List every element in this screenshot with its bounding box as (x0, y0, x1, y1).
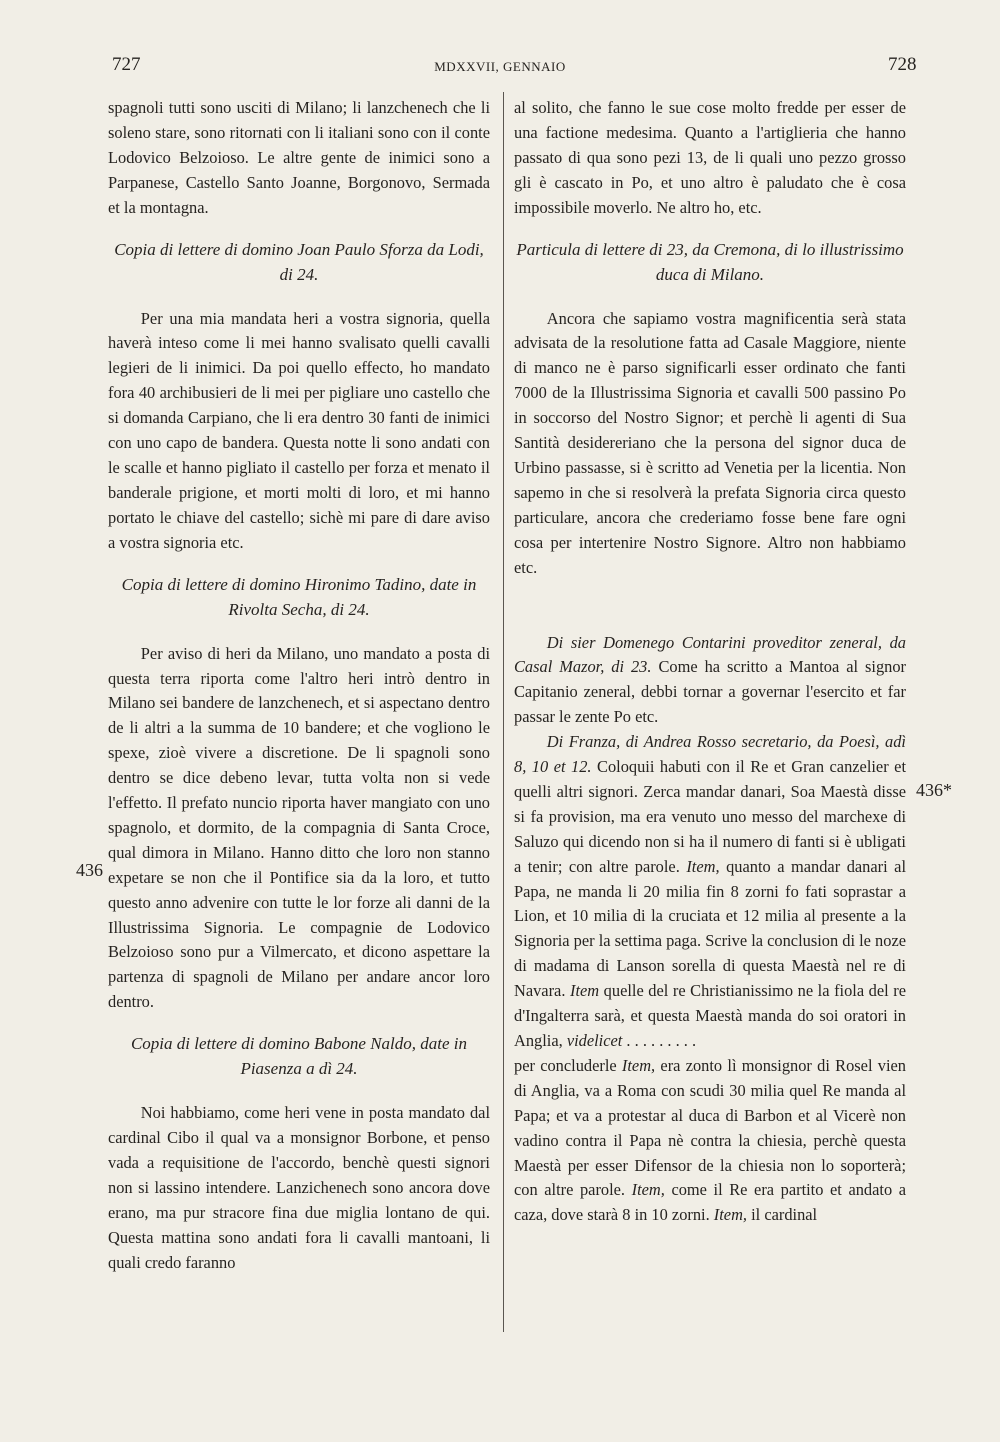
paragraph-text: come il Re era partito et andato a caza, dove starà 8 in 10 zorni. (514, 1180, 907, 1225)
page-number-left: 727 (112, 54, 141, 75)
paragraph-text: quanto a mandar danari al Papa, ne manda li 20 milia fin 8 zorni fo fati soprastar a Lion, et 10 milia di la cruciata et 12 milia al presente a la Signoria per la settima paga. Scrive la conclusion di le noze di madama di Lanson sorella di questa Maestà nel re di Navara. (514, 856, 906, 1001)
videlicet-word: videlicet (566, 1031, 623, 1050)
paragraph-text: era zonto lì monsignor di Rosel vien di Anglia, va a Roma con scudi 30 milia quel Re manda al Papa; et va a protestar al duca di Barbon et al Vicerè non vadino contra il Papa nè contra la chiesia, perchè questa Maestà per esser Difensor de la chiesia non lo soporterà; con altre parole. (514, 1055, 906, 1200)
paragraph (514, 1054, 906, 1228)
paragraph: spagnoli tutti sono usciti di Milano; li lanzchenech che li soleno stare, sono ritornati con li italiani sono con il conte Lodovico Belzoioso. Le altre gente de inimici sono a Parpanese, Castello Santo Joanne, Borgonovo, Sermada et la montagna. (108, 98, 490, 217)
item-word: Item (569, 981, 600, 1001)
item-word: Item, (713, 1205, 748, 1225)
right-column (514, 96, 906, 1228)
italic-lead: Di sier Domenego Contarini proveditor zeneral, da Casal Mazor, di 23. (514, 632, 906, 677)
paragraph: Noi habbiamo, come heri vene in posta mandato dal cardinal Cibo il qual va a monsignor Borbone, et penso vada a requisitione de l'accordo, benchè questi signori non si lassino intendere. Lanzichenech sono ancora dove erano, ma pur stracore fina due miglia lontano de qui. Questa mattina sono andati fora li cavalli mantoani, li quali credo faranno (108, 1103, 490, 1272)
letter-heading: Copia di lettere di domino Hironimo Tadino, date in Rivolta Secha, di 24. (121, 574, 477, 619)
paragraph-text: quelle del re Christianissimo ne la fiola del re d'Ingalterra sarà, et questa Maestà manda do soi oratori in Anglia, (514, 981, 906, 1050)
page-number-right: 728 (888, 54, 917, 75)
paragraph-text: il cardinal (747, 1205, 818, 1225)
letter-heading: Particula di lettere di 23, da Cremona, di lo illustrissimo duca di Milano. (516, 239, 904, 284)
paragraph-text: Come ha scritto a Mantoa al signor Capitanio zeneral, debbi tornar a governar l'esercito et far passar le zente Po etc. (514, 657, 906, 727)
running-title: MDXXVII, GENNAIO (434, 59, 566, 74)
column-divider (503, 92, 504, 1332)
paragraph: Per aviso di heri da Milano, uno mandato a posta di questa terra riporta come l'altro heri intrò dentro in Milano sei bandere de lanzchenech, et si aspectano dentro de li altri a la summa de 10 bandere; et che vogliono le spexe, zioè vivere a discretione. De li spagnoli sono dentro se dice debeno levar, tutta volta non si vede l'effetto. Il prefato nuncio riporta haver mangiato con uno spagnolo, et dormito, de la compagnia di Santa Croce, qual dimora in Milano. Hanno ditto che loro non stanno expetare se non che il Pontifice sia da la loro, et tutto questo anno advenire con tutte le lor forze ali danni de la Illustrissima Signoria. Le compagnie de Lodovico Belzoioso sono pur a Vilmercato, et dicono aspettare la partenza di spagnoli de Milano per andare ancor loro dentro. (108, 643, 490, 1012)
paragraph: Per una mia mandata heri a vostra signoria, quella haverà inteso come li mei hanno svalisato quelli cavalli legieri de li inimici. Da poi quello effecto, ho mandato fora 40 archibusieri de li mei per pigliare uno castello che si domanda Carpiano, che li era dentro 30 fanti de inimici con uno capo de bandera. Questa notte li sono andati con le scalle et hanno pigliato il castello per forza et menato il banderale prigione, et morti molti di loro, et mi hanno portato le chiave del castello; sichè mi pare di dare aviso a vostra signoria etc. (108, 308, 490, 552)
paragraph (514, 730, 906, 1054)
paragraph-text: Coloquii habuti con il Re et Gran canzelier et quelli altri signori. Zerca mandar danari, Soa Maestà disse si fa provision, ma era venuto uno messo del marchexe di Saluzo qui dicendo non si ha il numero di fanti si è ubligati a tenir; con altre parole. (514, 757, 906, 876)
paragraph: Ancora che sapiamo vostra magnificentia serà stata advisata de la resolutione fatta ad Casale Maggiore, niente di manco ne è parso significarli esser ordinato che fanti 7000 de la Illustrissima Signoria et cavalli 500 passino Po in soccorso del Nostro Signor; et perchè li agenti di Sua Santità desidereriano che la persona del signor duca de Urbino passasse, si è scritto ad Venetia per la licentia. Non sapemo in che si resolverà la prefata Signoria circa questo particulare, ancora che crederiamo fosse bene fare ogni cosa per intertenire Nostro Signore. Altro non habbiamo etc. (514, 308, 906, 577)
spacer (514, 581, 906, 631)
item-word: Item, (686, 856, 720, 876)
ellipsis-dots: . . . . . . . . . (622, 1031, 697, 1050)
margin-note-right: 436* (916, 780, 952, 800)
letter-heading: Copia di lettere di domino Babone Naldo, date in Piasenza a dì 24. (130, 1034, 468, 1079)
item-word: Item, (621, 1055, 656, 1075)
margin-note-left: 436 (76, 860, 103, 880)
left-column (108, 96, 490, 1276)
item-word: Item, (631, 1180, 665, 1200)
paragraph-text: per concluderle (514, 1055, 622, 1075)
italic-lead: Di Franza, di Andrea Rosso secretario, da Poesì, adì 8, 10 et 12. (514, 732, 906, 777)
paragraph (514, 631, 906, 731)
letter-heading: Copia di lettere di domino Joan Paulo Sforza da Lodi, di 24. (114, 239, 484, 284)
paragraph: al solito, che fanno le sue cose molto fredde per esser de una factione medesima. Quanto a l'artiglieria che hanno passato di qua sono pezi 13, de li quali uno pezzo grosso gli è cascato in Po, et uno altro è paludato che è cosa impossibile moverlo. Ne altro ho, etc. (514, 98, 906, 217)
